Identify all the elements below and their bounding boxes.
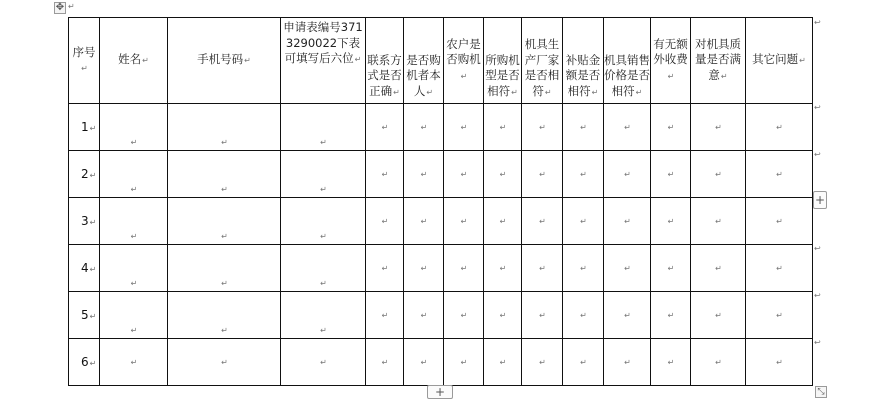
table-cell[interactable] (366, 292, 404, 339)
paragraph-mark: ↵ (130, 232, 138, 241)
paragraph-mark: ↵ (320, 279, 327, 288)
table-cell[interactable] (100, 104, 168, 151)
table-cell[interactable] (404, 198, 444, 245)
plus-icon: + (434, 385, 446, 399)
table-cell[interactable] (604, 104, 651, 151)
table-cell[interactable] (404, 245, 444, 292)
header-cell-phone[interactable]: 手机号码↵ (168, 18, 281, 104)
paragraph-mark: ↵ (499, 122, 507, 132)
paragraph-mark: ↵ (580, 122, 587, 132)
paragraph-mark: ↵ (624, 216, 631, 226)
row-number: 3 (81, 214, 89, 228)
paragraph-mark: ↵ (381, 263, 389, 273)
row-number-cell[interactable] (69, 151, 100, 198)
paragraph-mark: ↵ (381, 357, 389, 367)
row-number-cell[interactable] (69, 245, 100, 292)
header-cell-other-issues[interactable]: 其它问题↵ (746, 18, 813, 104)
paragraph-mark: ↵ (667, 122, 675, 132)
paragraph-mark: ↵ (221, 279, 228, 288)
table-cell[interactable] (563, 339, 604, 386)
header-cell-extra-fee[interactable]: 有无额外收费↵ (651, 18, 691, 104)
paragraph-mark: ↵ (460, 310, 468, 320)
paragraph-mark: ↵ (420, 122, 428, 132)
document-table-container (68, 17, 813, 386)
row-number: 5 (81, 308, 89, 322)
paragraph-mark: ↵ (460, 122, 468, 132)
row-number-cell[interactable] (69, 339, 100, 386)
header-cell-quality-satisfied[interactable]: 对机具质量是否满意↵ (691, 18, 746, 104)
paragraph-mark: ↵ (130, 279, 138, 288)
paragraph-mark: ↵ (667, 216, 675, 226)
table-resize-handle[interactable] (815, 386, 827, 398)
paragraph-mark: ↵ (580, 216, 587, 226)
table-cell[interactable] (604, 245, 651, 292)
table-cell[interactable] (484, 339, 522, 386)
row-end-mark: ↩ (814, 103, 821, 112)
table-cell[interactable] (604, 339, 651, 386)
paragraph-mark: ↵ (130, 326, 138, 335)
paragraph-mark: ↵ (667, 357, 675, 367)
table-cell[interactable] (366, 245, 404, 292)
row-number-cell[interactable] (69, 292, 100, 339)
paragraph-mark: ↵ (580, 263, 587, 273)
paragraph-mark: ↵ (624, 310, 631, 320)
table-cell[interactable] (563, 104, 604, 151)
table-cell[interactable] (563, 292, 604, 339)
paragraph-mark: ↵ (221, 357, 228, 367)
table-cell[interactable] (522, 151, 563, 198)
header-cell-subsidy-match[interactable]: 补贴金额是否相符↵ (563, 18, 604, 104)
paragraph-mark: ↵ (89, 265, 97, 274)
header-cell-maker-match[interactable]: 机具生产厂家是否相符↵ (522, 18, 563, 104)
table-row (69, 198, 813, 245)
paragraph-mark: ↵ (499, 310, 507, 320)
table-cell[interactable] (691, 151, 746, 198)
table-cell[interactable] (651, 104, 691, 151)
add-row-button[interactable] (427, 385, 453, 399)
paragraph-mark: ↵ (460, 216, 468, 226)
header-cell-name[interactable]: 姓名↵ (100, 18, 168, 104)
table-cell[interactable] (522, 292, 563, 339)
table-cell[interactable] (404, 339, 444, 386)
table-cell[interactable] (563, 245, 604, 292)
paragraph-mark: ↵ (221, 326, 228, 335)
table-cell[interactable] (522, 245, 563, 292)
table-row (69, 339, 813, 386)
row-number: 1 (81, 120, 89, 134)
paragraph-mark: ↵ (776, 310, 783, 320)
move-icon: ✥ (55, 2, 65, 13)
table-cell[interactable] (746, 245, 813, 292)
paragraph-mark: ↵ (320, 185, 327, 194)
table-cell[interactable] (522, 104, 563, 151)
paragraph-mark: ↵ (460, 169, 468, 179)
paragraph-mark: ↵ (715, 357, 722, 367)
paragraph-mark: ↵ (420, 216, 428, 226)
table-cell[interactable] (281, 292, 366, 339)
table-cell[interactable] (691, 198, 746, 245)
table-cell[interactable] (691, 245, 746, 292)
table-cell[interactable] (444, 104, 484, 151)
paragraph-mark: ↵ (624, 263, 631, 273)
paragraph-mark: ↵ (539, 216, 546, 226)
header-cell-application-no[interactable]: 申请表编号3713290022下表可填写后六位↵ (281, 18, 366, 104)
paragraph-mark: ↵ (715, 169, 722, 179)
paragraph-mark: ↵ (320, 326, 327, 335)
paragraph-mark: ↵ (89, 312, 97, 321)
row-number-cell[interactable] (69, 198, 100, 245)
table-cell[interactable] (366, 151, 404, 198)
paragraph-mark: ↵ (539, 122, 546, 132)
table-move-handle[interactable] (54, 2, 66, 14)
row-end-mark: ↩ (814, 18, 821, 27)
paragraph-mark: ↵ (499, 169, 507, 179)
paragraph-mark: ↵ (539, 263, 546, 273)
table-cell[interactable] (746, 339, 813, 386)
header-cell-price-match[interactable]: 机具销售价格是否相符↵ (604, 18, 651, 104)
paragraph-mark: ↵ (580, 357, 587, 367)
table-cell[interactable] (746, 104, 813, 151)
table-cell[interactable] (444, 339, 484, 386)
paragraph-mark: ↵ (381, 216, 389, 226)
row-number-cell[interactable] (69, 104, 100, 151)
table-cell[interactable] (168, 339, 281, 386)
row-number: 4 (81, 261, 89, 275)
table-cell[interactable] (444, 198, 484, 245)
paragraph-mark: ↵ (667, 263, 675, 273)
paragraph-mark: ↵ (667, 310, 675, 320)
header-cell-index[interactable]: 序号↵ (69, 18, 100, 104)
paragraph-mark: ↵ (776, 263, 783, 273)
paragraph-mark: ↵ (381, 169, 389, 179)
paragraph-mark: ↵ (89, 359, 97, 368)
table-cell[interactable] (281, 245, 366, 292)
paragraph-mark: ↵ (460, 357, 468, 367)
table-row (69, 151, 813, 198)
table-cell[interactable] (691, 104, 746, 151)
table-cell[interactable] (484, 245, 522, 292)
paragraph-mark: ↵ (715, 216, 722, 226)
header-cell-model-match[interactable]: 所购机型是否相符↵ (484, 18, 522, 104)
paragraph-mark: ↵ (420, 310, 428, 320)
paragraph-mark: ↵ (499, 216, 507, 226)
paragraph-mark: ↵ (221, 138, 228, 147)
table-cell[interactable] (404, 292, 444, 339)
paragraph-mark: ↵ (130, 185, 138, 194)
paragraph-mark: ↵ (420, 263, 428, 273)
table-cell[interactable] (651, 198, 691, 245)
paragraph-mark: ↵ (499, 263, 507, 273)
row-end-mark: ↩ (814, 150, 821, 159)
paragraph-mark: ↵ (776, 357, 783, 367)
table-cell[interactable] (281, 151, 366, 198)
table-cell[interactable] (484, 198, 522, 245)
table-cell[interactable] (404, 151, 444, 198)
paragraph-mark: ↵ (715, 122, 722, 132)
header-cell-farmer-bought[interactable]: 农户是否购机↵ (444, 18, 484, 104)
table-cell[interactable] (100, 151, 168, 198)
table-cell[interactable] (100, 292, 168, 339)
table-cell[interactable] (746, 292, 813, 339)
resize-icon: ⤡ (817, 387, 825, 397)
add-column-button[interactable] (813, 191, 827, 209)
table-cell[interactable] (484, 292, 522, 339)
table-cell[interactable] (691, 292, 746, 339)
table-cell[interactable] (281, 198, 366, 245)
paragraph-mark: ↵ (221, 185, 228, 194)
paragraph-mark: ↵ (68, 2, 75, 11)
table-cell[interactable] (168, 292, 281, 339)
paragraph-mark: ↵ (221, 232, 228, 241)
table-cell[interactable] (366, 339, 404, 386)
paragraph-mark: ↵ (420, 169, 428, 179)
table-cell[interactable] (651, 339, 691, 386)
table-cell[interactable] (444, 245, 484, 292)
paragraph-mark: ↵ (624, 122, 631, 132)
table-cell[interactable] (444, 292, 484, 339)
paragraph-mark: ↵ (89, 218, 97, 227)
table-cell[interactable] (563, 198, 604, 245)
table-cell[interactable] (281, 339, 366, 386)
paragraph-mark: ↵ (381, 122, 389, 132)
header-cell-contact-correct[interactable]: 联系方式是否正确↵ (366, 18, 404, 104)
table-cell[interactable] (522, 339, 563, 386)
table-row (69, 104, 813, 151)
row-number: 2 (81, 167, 89, 181)
table-cell[interactable] (484, 104, 522, 151)
paragraph-mark: ↵ (539, 357, 546, 367)
paragraph-mark: ↵ (624, 169, 631, 179)
table-cell[interactable] (651, 292, 691, 339)
paragraph-mark: ↵ (667, 169, 675, 179)
table-cell[interactable] (651, 151, 691, 198)
table-cell[interactable] (604, 292, 651, 339)
paragraph-mark: ↵ (130, 138, 138, 147)
paragraph-mark: ↵ (776, 122, 783, 132)
table-cell[interactable] (100, 339, 168, 386)
table-cell[interactable] (168, 198, 281, 245)
table-cell[interactable] (168, 151, 281, 198)
table-cell[interactable] (746, 151, 813, 198)
table-cell[interactable] (522, 198, 563, 245)
paragraph-mark: ↵ (320, 138, 327, 147)
table-cell[interactable] (484, 151, 522, 198)
paragraph-mark: ↵ (776, 169, 783, 179)
paragraph-mark: ↵ (89, 171, 97, 180)
plus-icon: + (814, 193, 826, 207)
row-number: 6 (81, 355, 89, 369)
header-row (69, 18, 813, 104)
paragraph-mark: ↵ (580, 310, 587, 320)
row-end-mark: ↩ (814, 291, 821, 300)
header-cell-buyer-self[interactable]: 是否购机者本人↵ (404, 18, 444, 104)
paragraph-mark: ↵ (715, 310, 722, 320)
paragraph-mark: ↵ (539, 310, 546, 320)
table-cell[interactable] (746, 198, 813, 245)
paragraph-mark: ↵ (320, 357, 327, 367)
table-cell[interactable] (604, 151, 651, 198)
paragraph-mark: ↵ (89, 124, 97, 133)
table-row (69, 245, 813, 292)
table-cell[interactable] (281, 104, 366, 151)
survey-table[interactable] (68, 17, 813, 386)
table-cell[interactable] (444, 151, 484, 198)
table-row (69, 292, 813, 339)
row-end-mark: ↩ (814, 338, 821, 347)
paragraph-mark: ↵ (381, 310, 389, 320)
paragraph-mark: ↵ (776, 216, 783, 226)
row-end-mark: ↩ (814, 244, 821, 253)
table-cell[interactable] (100, 198, 168, 245)
paragraph-mark: ↵ (420, 357, 428, 367)
table-cell[interactable] (404, 104, 444, 151)
paragraph-mark: ↵ (715, 263, 722, 273)
table-cell[interactable] (604, 198, 651, 245)
table-cell[interactable] (168, 245, 281, 292)
paragraph-mark: ↵ (320, 232, 327, 241)
table-cell[interactable] (691, 339, 746, 386)
table-cell[interactable] (563, 151, 604, 198)
paragraph-mark: ↵ (539, 169, 546, 179)
table-cell[interactable] (651, 245, 691, 292)
paragraph-mark: ↵ (580, 169, 587, 179)
paragraph-mark: ↵ (624, 357, 631, 367)
paragraph-mark: ↵ (460, 263, 468, 273)
table-cell[interactable] (366, 198, 404, 245)
table-cell[interactable] (366, 104, 404, 151)
table-cell[interactable] (100, 245, 168, 292)
paragraph-mark: ↵ (130, 357, 138, 367)
paragraph-mark: ↵ (499, 357, 507, 367)
table-cell[interactable] (168, 104, 281, 151)
